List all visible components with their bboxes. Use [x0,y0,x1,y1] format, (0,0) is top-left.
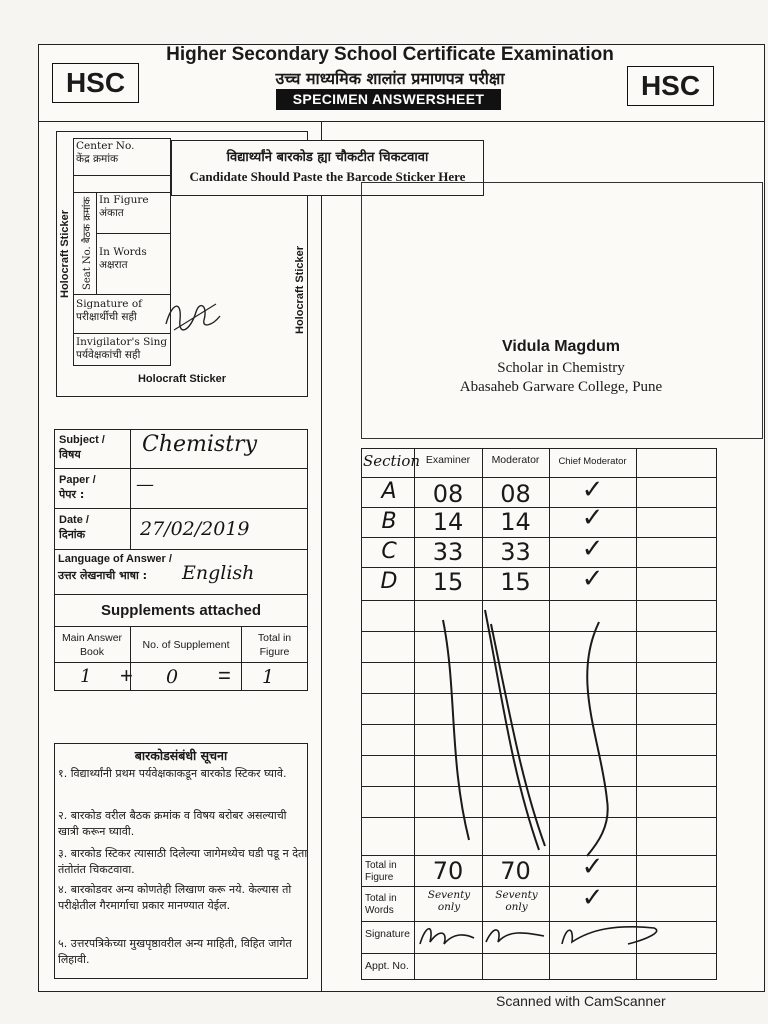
paper-label [59,474,96,502]
total-supplement-value: 1 [262,666,275,688]
exam-title: Higher Secondary School Certificate Examination [166,44,614,65]
chief-moderator-header: Chief Moderator [558,456,627,467]
total-words-label: Total in Words [365,893,397,916]
section-d-label: D [380,569,398,594]
total-words-chief-tick: ✓ [581,882,604,912]
section-c-label: C [381,539,397,564]
holocraft-sticker-right: Holocraft Sticker [294,245,306,334]
section-a-chief-tick: ✓ [581,474,604,504]
signature-label-marks: Signature [365,928,410,940]
exam-title-marathi: उच्च माध्यमिक शालांत प्रमाणपत्र परीक्षा [275,69,505,88]
date-value: 27/02/2019 [140,518,250,540]
scholar-college: Abasaheb Garware College, Pune [459,379,663,395]
examiner-header: Examiner [425,454,471,466]
subject-label-en: Subject / [59,434,105,446]
paper-label-mr: पेपर : [59,487,85,501]
column-divider [321,121,322,992]
instruction-5: ५. उत्तरपत्रिकेच्या मुखपृष्ठावरील अन्य माहिती, विहित जागेत लिहावी. [58,937,292,966]
section-b-examiner: 14 [432,508,464,536]
hsc-label-left: HSC [52,63,139,103]
date-label-en: Date / [59,514,89,526]
invigilator-label-mr: पर्यवेक्षकांची सही [76,348,141,361]
scholar-name: Vidula Magdum [502,338,620,355]
camscanner-watermark: Scanned with CamScanner [496,993,666,1009]
main-book-header: Main Answer Book [61,632,123,658]
seat-no-label: Seat No. बैठक क्रमांक [82,196,93,290]
marks-signatures [414,918,674,954]
no-supplement-header: No. of Supplement [142,639,230,651]
instruction-2: २. बारकोड वरील बैठक क्रमांक व विषय बरोबर असल्याची खात्री करून घ्यावी. [58,809,287,838]
section-c-chief-tick: ✓ [581,533,604,563]
supplement-value: 0 [166,666,179,688]
center-no-label-mr: केंद्र क्रमांक [76,152,119,165]
total-figure-header: Total in Figure [257,632,292,658]
paper-label-en: Paper / [59,474,96,486]
section-d-moderator: 15 [500,568,531,596]
marks-row-line [361,886,717,887]
header-divider [38,121,765,122]
in-words-cell [96,244,171,294]
scholar-stamp-box [361,182,763,439]
instruction-3: ३. बारकोड स्टिकर त्यासाठी दिलेल्या जागेमध्येच घडी पडू न देता तंतोतंत चिकटवावा. [58,847,308,876]
section-b-moderator: 14 [500,508,531,536]
barcode-instruction-mr: विद्यार्थ्यांने बारकोड ह्या चौकटीत चिकटवावा [226,150,429,165]
section-b-label: B [381,509,397,534]
section-c-examiner: 33 [432,538,464,566]
instructions-title: बारकोडसंबंधी सूचना [134,748,228,763]
language-label-mr: उत्तर लेखनाची भाषा : [58,569,148,582]
in-words-label: In Words [99,246,147,258]
total-figure-moderator: 70 [500,857,531,885]
empty-rows-strike [361,600,717,860]
section-c-moderator: 33 [500,538,531,566]
main-book-value: 1 [80,666,92,687]
moderator-header: Moderator [491,454,540,466]
total-figure-label: Total in Figure [365,860,397,883]
section-a-moderator: 08 [500,480,531,508]
signature-label-mr: परीक्षार्थीची सही [76,310,137,323]
supplements-title: Supplements attached [100,602,262,619]
instruction-4: ४. बारकोडवर अन्य कोणतेही लिखाण करू नये. केल्यास तो परीक्षेतील गैरमार्गाचा प्रकार मानण्यात येईल. [58,883,292,912]
seat-divider [96,192,97,294]
total-figure-chief-tick: ✓ [581,851,604,881]
date-label-mr: दिनांक [59,527,86,541]
invigilator-label: Invigilator's Sing [76,336,168,348]
section-b-chief-tick: ✓ [581,502,604,532]
total-figure-examiner: 70 [432,857,464,885]
center-no-cell [73,138,171,176]
hsc-label-right: HSC [627,66,714,106]
holocraft-sticker-bottom: Holocraft Sticker [137,373,227,385]
appt-no-label: Appt. No. [365,960,409,972]
in-figure-label: In Figure [99,194,149,206]
subject-value: Chemistry [142,432,257,457]
section-d-chief-tick: ✓ [581,563,604,593]
subject-label-mr: विषय [59,447,81,461]
total-words-moderator: Seventy only [495,889,538,913]
holocraft-sticker-left: Holocraft Sticker [59,209,71,298]
total-words-examiner: Seventy only [427,889,471,913]
language-value: English [182,562,255,584]
subject-label [59,434,105,462]
specimen-banner: SPECIMEN ANSWERSHEET [276,89,501,110]
equals-sign: = [218,663,231,688]
section-a-label: A [381,479,397,504]
date-label [59,514,89,542]
barcode-instruction-en: Candidate Should Paste the Barcode Sticker Here [189,169,466,184]
seat-top-line [73,192,171,193]
section-header: Section [363,452,421,470]
scholar-role: Scholar in Chemistry [497,360,625,376]
paper-value: — [136,474,154,495]
in-figure-cell [96,192,171,234]
section-d-examiner: 15 [432,568,464,596]
language-label: Language of Answer / [58,553,172,565]
center-no-label: Center No. [76,140,135,152]
section-a-examiner: 08 [432,480,464,508]
plus-sign: + [120,663,133,688]
invigilator-cell [73,334,171,366]
signature-cell [73,296,171,334]
candidate-signature [160,292,225,340]
in-figure-label-mr: अंकात [99,206,124,219]
instruction-1: १. विद्यार्थ्यांनी प्रथम पर्यवेक्षकाकडून बारकोड स्टिकर घ्यावे. [58,767,287,780]
in-words-label-mr: अक्षरात [99,258,128,271]
signature-label: Signature of [76,298,143,310]
marks-row-line [361,477,717,478]
